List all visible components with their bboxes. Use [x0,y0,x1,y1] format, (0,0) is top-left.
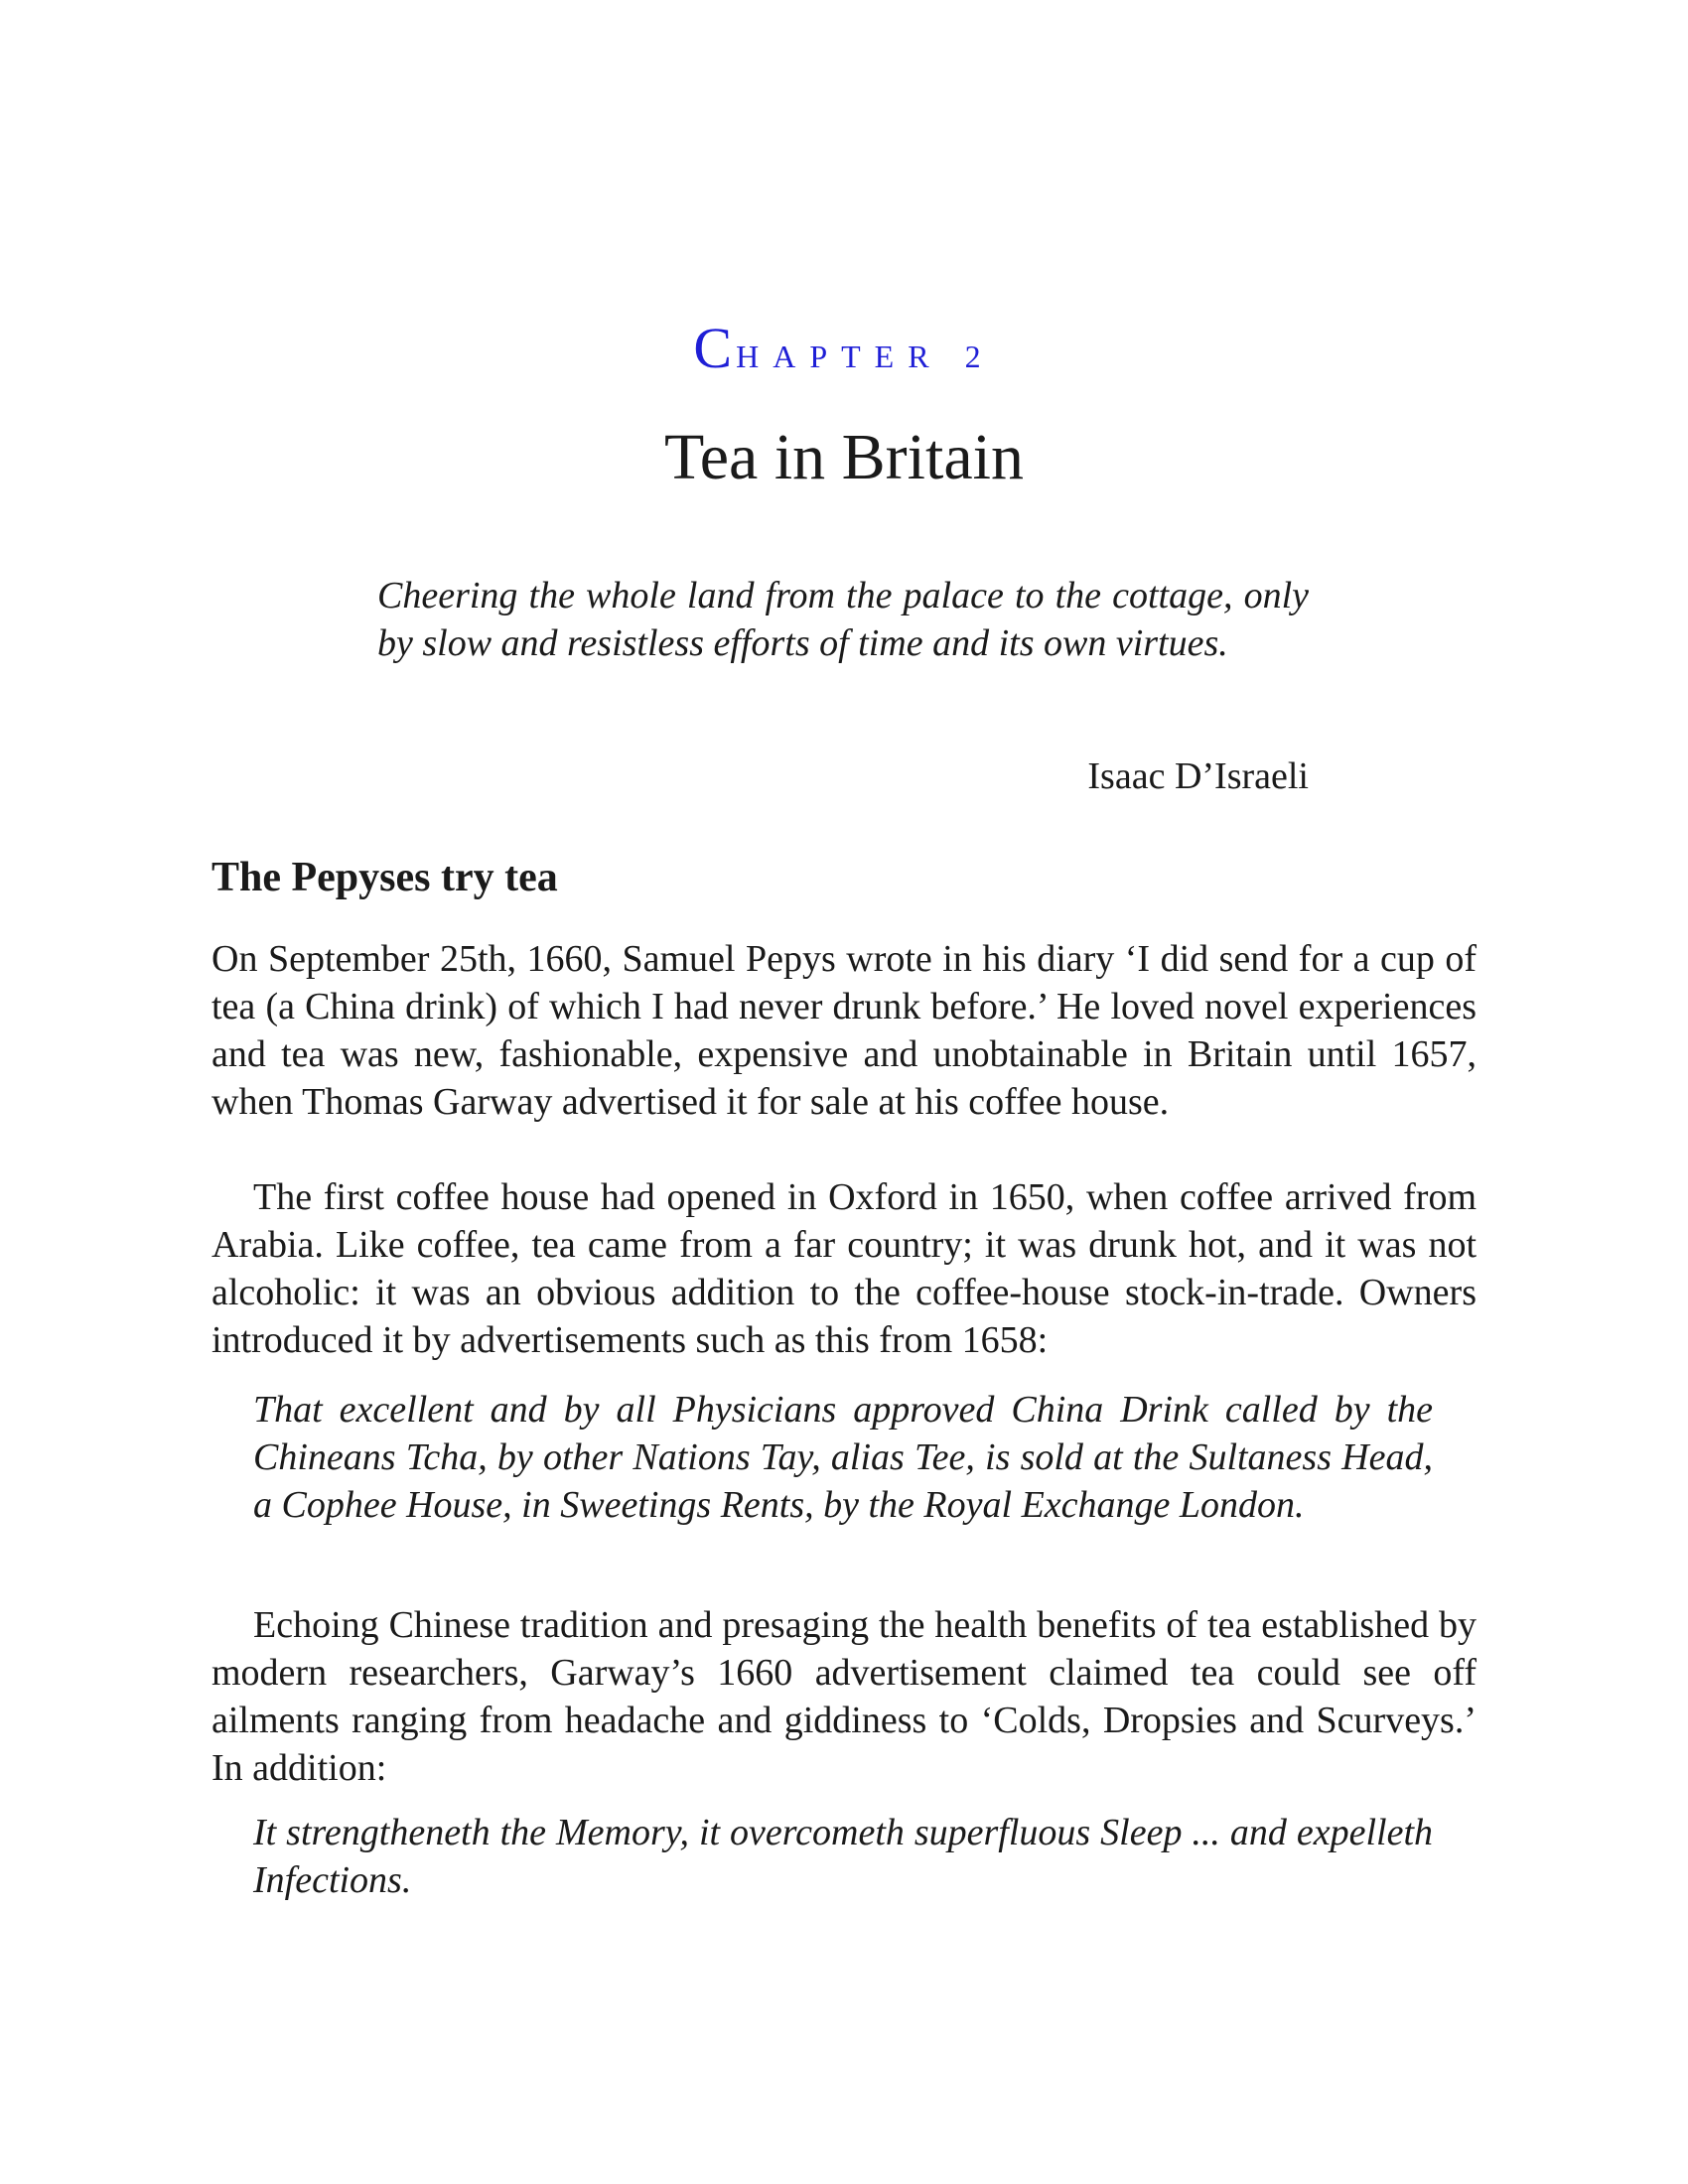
body-paragraph-1: On September 25th, 1660, Samuel Pepys wrote in his diary ‘I did send for a cup of tea (a China drink) of which I had never drunk before.’ He loved novel experiences and tea was new, fashionable, expensive and unobtainable in Britain until 1657, when Thomas Garway advertised it for sale at his coffee house. [211,938,1477,1123]
chapter-title: Tea in Britain [664,421,1024,493]
block-quote-2: It strengtheneth the Memory, it overcometh superfluous Sleep ... and expelleth Infections. [253,1812,1433,1901]
chapter-label [0,316,1688,380]
chapter-label-rest: HAPTER 2 [736,339,995,374]
body-paragraph-3: Echoing Chinese tradition and presaging the health benefits of tea established by modern researchers, Garway’s 1660 advertisement claimed tea could see off ailments ranging from headache and giddiness to ‘Colds, Dropsies and Scurveys.’ In addition: [211,1604,1477,1789]
body-paragraph-2: The first coffee house had opened in Oxford in 1650, when coffee arrived from Arabia. Like coffee, tea came from a far country; it was drunk hot, and it was not alcoholic: it was an obvious addition to the coffee-house stock-in-trade. Owners introduced it by advertisements such as this from 1658: [211,1176,1477,1361]
chapter-label-initial: C [693,316,737,380]
epigraph-author: Isaac D’Israeli [1087,755,1309,797]
epigraph-text: Cheering the whole land from the palace to the cottage, only by slow and resistless efforts of time and its own virtues. [377,575,1309,664]
block-quote-1: That excellent and by all Physicians approved China Drink called by the Chineans Tcha, by other Nations Tay, alias Tee, is sold at the Sultaness Head, a Cophee House, in Sweetings Rents, by the Royal Exchange London. [253,1389,1433,1526]
section-heading: The Pepyses try tea [211,855,558,900]
